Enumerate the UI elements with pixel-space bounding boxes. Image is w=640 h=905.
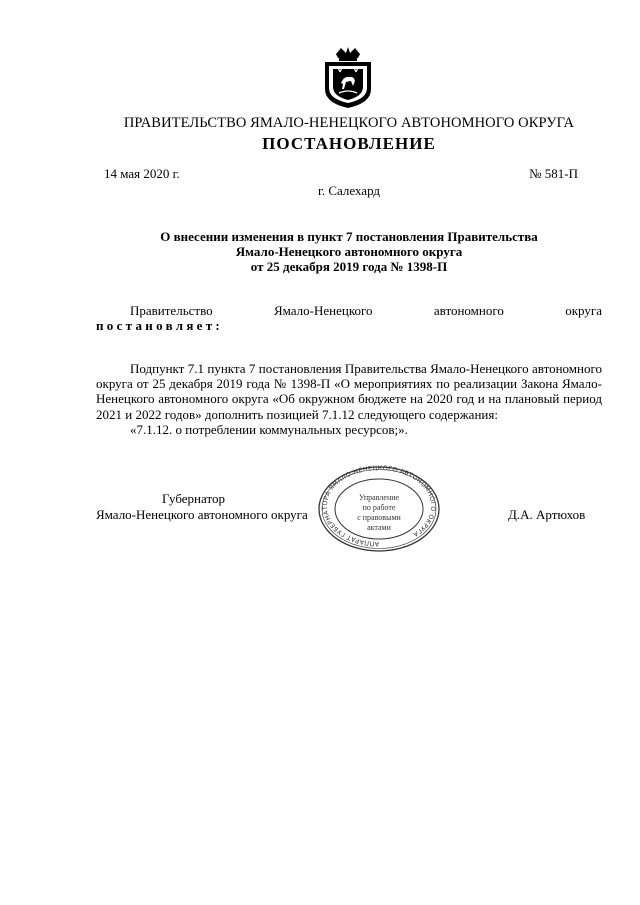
document-body [96, 361, 602, 437]
preamble-word: Ямало-Ненецкого [273, 303, 373, 318]
preamble-word: автономного [433, 303, 504, 318]
subject-line: О внесении изменения в пункт 7 постановления Правительства [160, 229, 538, 244]
stamp-center-line: по работе [362, 503, 396, 512]
preamble [96, 303, 602, 333]
preamble-word: Правительство [130, 303, 213, 318]
stamp-center-line: с правовыми [357, 513, 401, 522]
coat-of-arms-icon [322, 45, 374, 109]
subject-line: Ямало-Ненецкого автономного округа [235, 244, 463, 259]
document-city: г. Салехард [317, 183, 381, 198]
document-kind: ПОСТАНОВЛЕНИЕ [262, 134, 436, 153]
document-number: № 581-П [529, 166, 578, 181]
body-quote: «7.1.12. о потреблении коммунальных ресурсов;». [130, 421, 408, 437]
body-paragraph: Подпункт 7.1 пункта 7 постановления Правительства Ямало-Ненецкого автономного округа от 25 декабря 2019 года № 1398-П «О мероприятиях по реализации Закона Ямало-Ненецкого автономного округа «Об окружном бюджете на 2020 год и на плановый период 2021 и 2022 годов» дополнить позицией 7.1.12 следующего содержания: [96, 361, 602, 422]
signature-name: Д.А. Артюхов [508, 507, 586, 522]
subject-line: от 25 декабря 2019 года № 1398-П [250, 259, 448, 274]
preamble-verb: постановляет: [96, 318, 224, 333]
signature-post-region: Ямало-Ненецкого автономного округа [96, 507, 308, 522]
preamble-word: округа [565, 303, 602, 318]
document-subject [120, 229, 578, 274]
signature-block [96, 491, 308, 523]
official-stamp [314, 462, 444, 556]
stamp-center-line: Управление [358, 493, 400, 502]
government-title: ПРАВИТЕЛЬСТВО ЯМАЛО-НЕНЕЦКОГО АВТОНОМНОГО ОКРУГА [123, 115, 575, 131]
preamble-row [96, 303, 602, 318]
stamp-ring-text: АППАРАТ ГУБЕРНАТОРА ЯМАЛО-НЕНЕЦКОГО АВТОНОМНОГО ОКРУГА [321, 464, 437, 548]
document-date: 14 мая 2020 г. [104, 166, 180, 181]
signature-post: Губернатор [162, 491, 225, 506]
stamp-center-line: актами [367, 523, 391, 532]
